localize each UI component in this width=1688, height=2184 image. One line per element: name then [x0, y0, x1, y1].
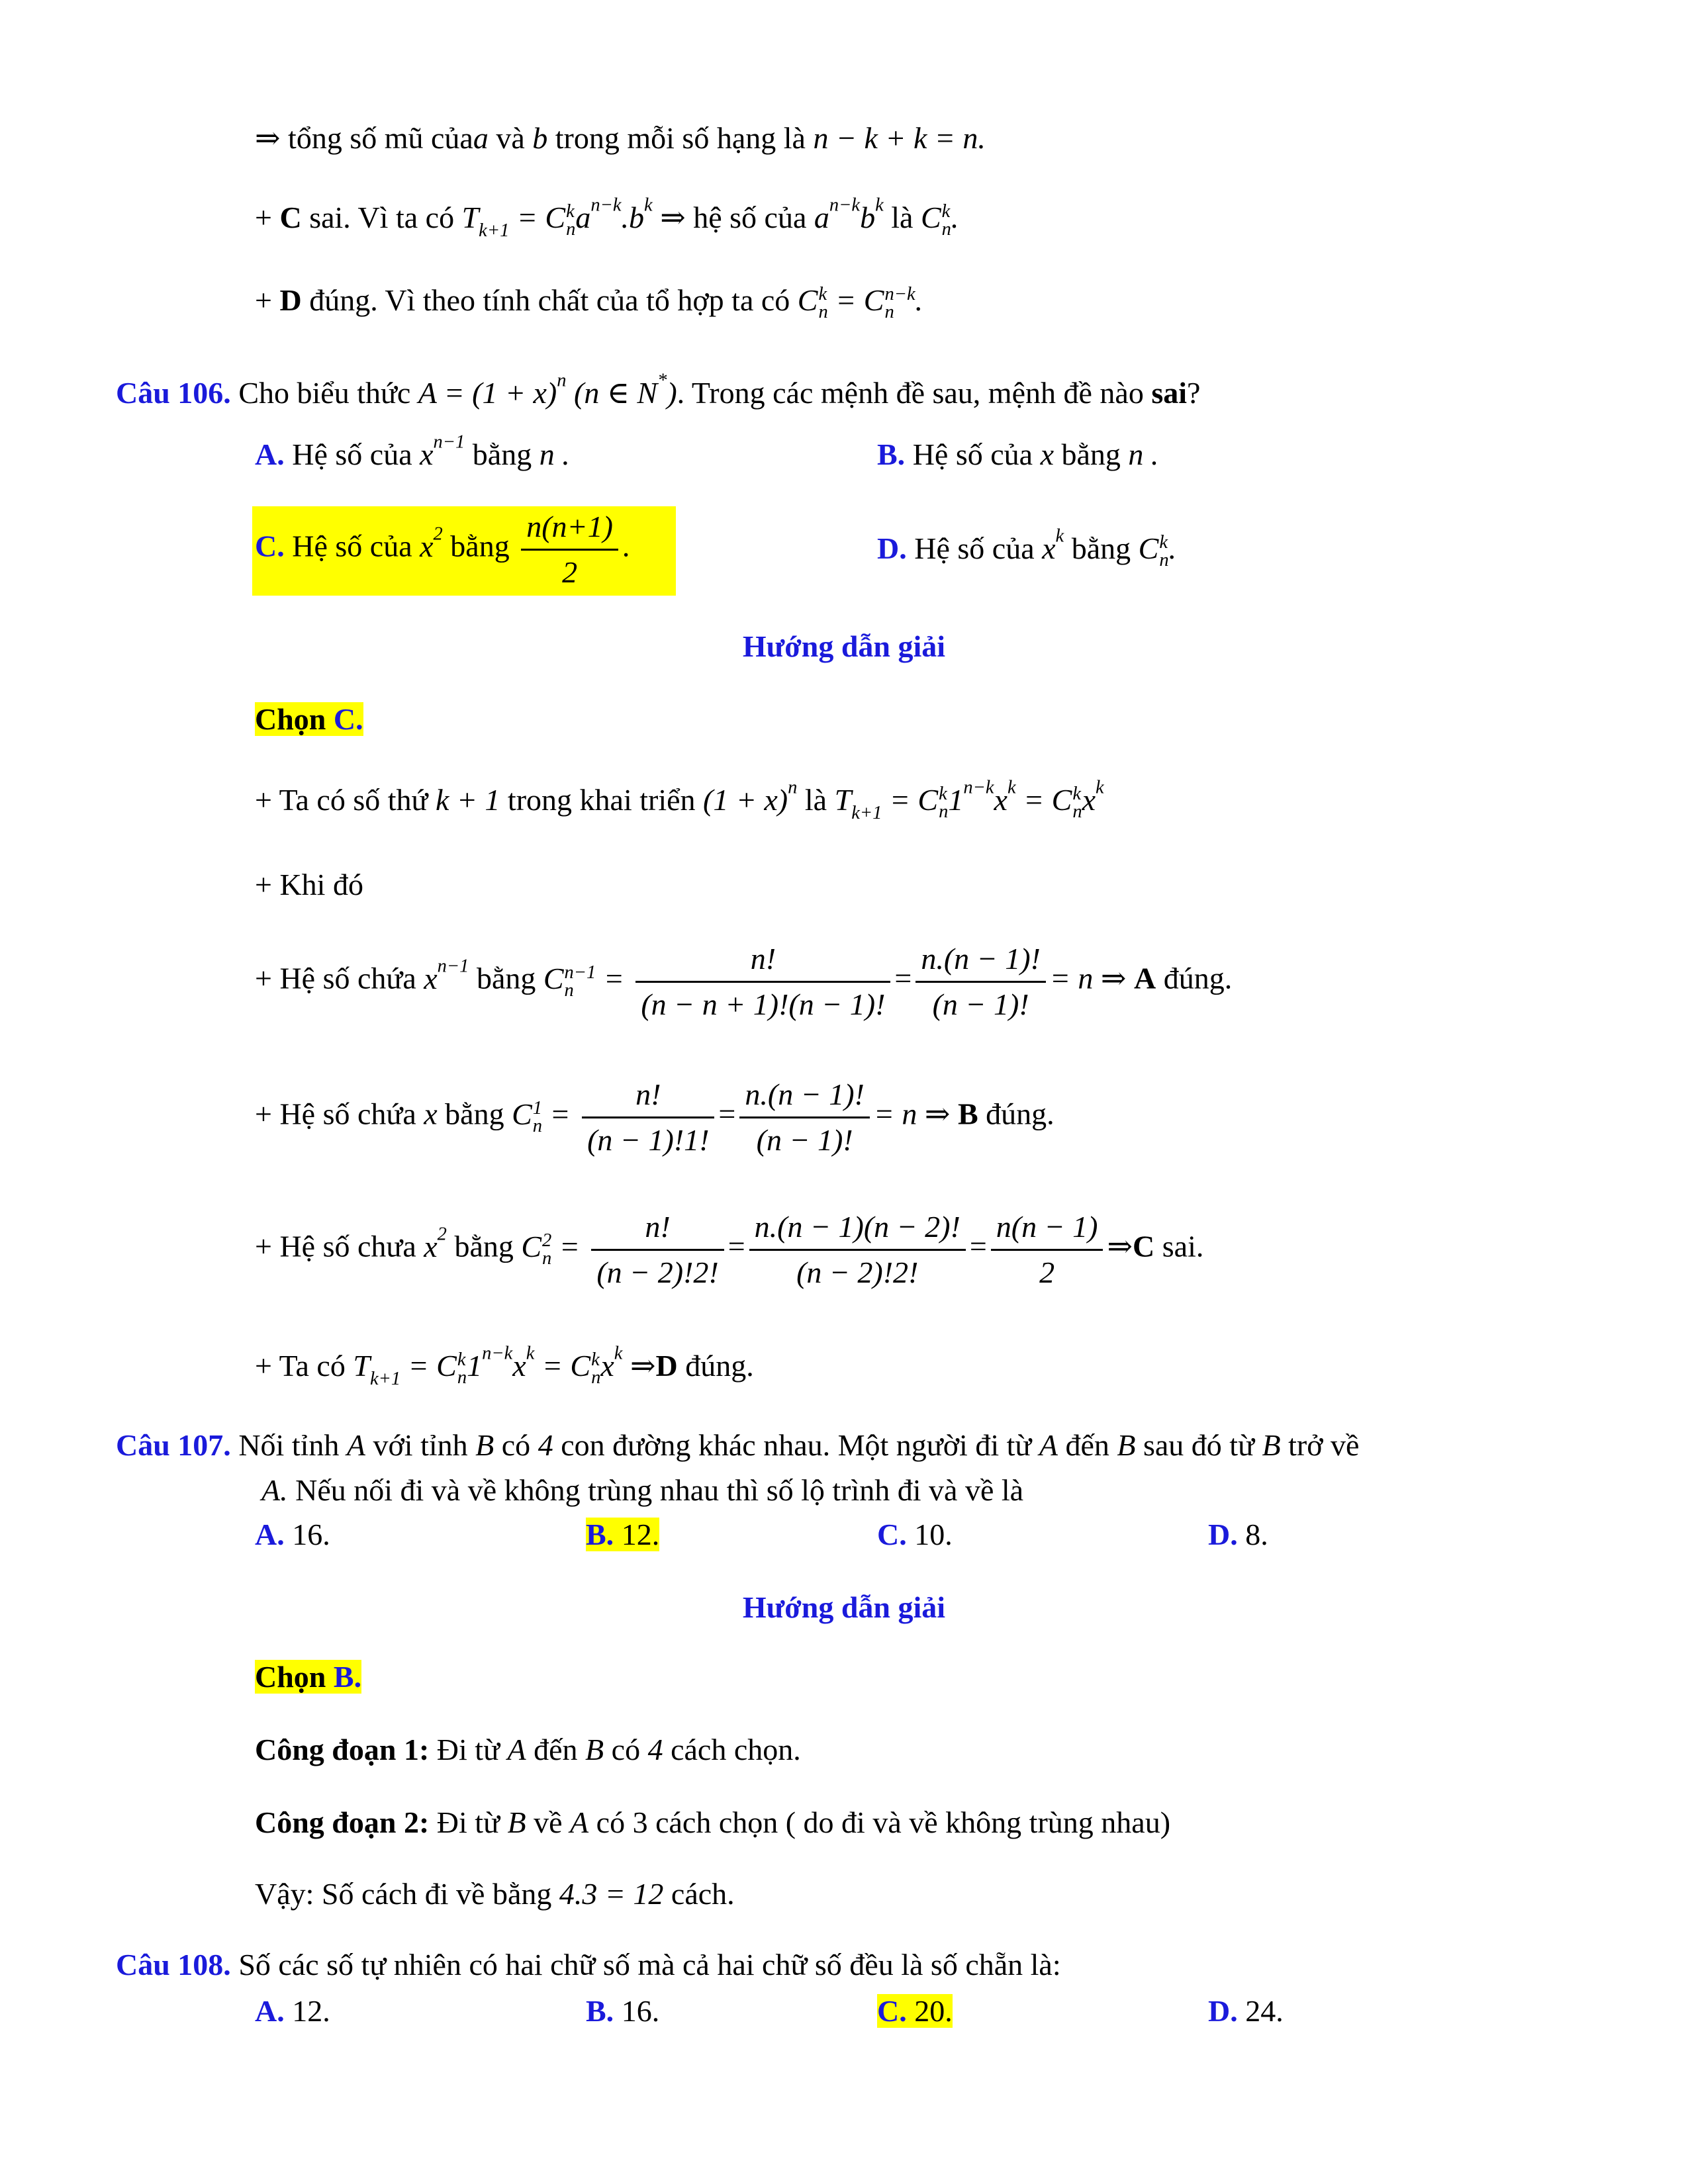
math-expr: $x^2$: [420, 523, 443, 563]
math-expr: $A = (1 + x)^n$ (n ∈ N*): [418, 370, 677, 410]
math-expr: $x^{n-1}$: [420, 432, 465, 471]
sol-107-line-1: Công đoạn 1: Đi từ A đến B có 4 cách chọn.: [255, 1733, 801, 1766]
sol-106-line-1: + Ta có số thứ k + 1 trong khai triển $(1 + x)^n$ là $T_{k+1} = C$ k n $1^{n-k}x^k = C$ k n $x^k$: [255, 777, 1104, 823]
fraction: $\frac{n!}{(n - 1)!1!}$: [582, 1075, 714, 1159]
fraction: $\frac{n.(n - 1)(n - 2)!}{(n - 2)!2!}$: [749, 1208, 966, 1291]
question-106: Câu 106. Cho biểu thức $A = (1 + x)^n$ (n ∈ N*). Trong các mệnh đề sau, mệnh đề nào sai?: [116, 370, 1201, 410]
fraction: $\frac{n(n+1)}{2}$: [521, 508, 618, 591]
math-expr: $T_{k+1} = C$ k n $1^{n-k}x^k = C$ k n $x^k$ ⇒: [353, 1343, 656, 1389]
question-108: Câu 108. Số các số tự nhiên có hai chữ số mà cả hai chữ số đều là số chẵn là:: [116, 1948, 1061, 1981]
math-expr: C n−1 n =: [543, 961, 624, 1001]
option-c-108: C. 20.: [877, 1994, 953, 2028]
sol-106-line-2: + Khi đó: [255, 868, 363, 901]
math-expr: $x^k$: [1042, 525, 1064, 565]
fraction: $\frac{n!}{(n - 2)!2!}$: [591, 1208, 724, 1291]
sol-107-line-3: Vậy: Số cách đi về bằng 4.3 = 12 cách.: [255, 1877, 735, 1911]
option-a-108: A. 12.: [255, 1994, 330, 2028]
fraction: $\frac{n.(n - 1)!}{(n - 1)!}$: [915, 940, 1046, 1023]
math-expr: C 1 n =: [512, 1097, 571, 1136]
math-expr: C k n .: [920, 201, 959, 240]
math-expr: C 2 n =: [521, 1229, 580, 1269]
math-expr: $T_{k+1} = C$ k n $1^{n-k}x^k = C$ k n $x^k$: [834, 777, 1104, 823]
sol-106-line-4: + Hệ số chứa x bằng C 1 n = $\frac{n!}{(n - 1)!1!}$ = $\frac{n.(n - 1)!}{(n - 1)!}$ = n ⇒ B đúng.: [255, 1075, 1055, 1159]
math-expr: $(1 + x)^n$: [703, 777, 798, 817]
math-expr: C k n = C n−k n .: [797, 283, 923, 323]
top-line-3: + D đúng. Vì theo tính chất của tổ hợp ta có C k n = C n−k n .: [255, 283, 923, 323]
math-expr: n .: [1128, 437, 1159, 471]
fraction: $\frac{n!}{(n - n + 1)!(n - 1)!}$: [635, 940, 890, 1023]
solution-heading-106: Hướng dẫn giải: [742, 629, 946, 663]
option-a-107: A. 16.: [255, 1518, 330, 1551]
math-expr: n .: [539, 437, 570, 471]
fraction: $\frac{n.(n - 1)!}{(n - 1)!}$: [739, 1075, 870, 1159]
chon-107: Chọn B.: [255, 1660, 362, 1694]
option-d-108: D. 24.: [1208, 1994, 1284, 2028]
question-107: Câu 107. Nối tỉnh A với tỉnh B có 4 con đường khác nhau. Một người đi từ A đến B sau đó từ B trở về: [116, 1428, 1360, 1462]
option-b-106: B. Hệ số của x bằng n .: [877, 437, 1159, 471]
option-d-107: D. 8.: [1208, 1518, 1268, 1551]
sol-106-line-3: + Hệ số chứa $x^{n-1}$ bằng C n−1 n = $\frac{n!}{(n - n + 1)!(n - 1)!}$ = $\frac{n.(n - 1)!}{(n - 1)!}$ = n ⇒ A đúng.: [255, 940, 1232, 1023]
top-line-2: + C sai. Vì ta có $T_{k+1} = C$ k n $a^{n-k}.b^k$ ⇒ hệ số của $a^{n-k}b^k$ là C k n .: [255, 195, 959, 241]
option-b-107: B. 12.: [586, 1518, 660, 1551]
sol-106-line-6: + Ta có $T_{k+1} = C$ k n $1^{n-k}x^k = C$ k n $x^k$ ⇒D đúng.: [255, 1343, 754, 1389]
option-b-108: B. 16.: [586, 1994, 660, 2028]
question-107-line-2: A. Nếu nối đi và về không trùng nhau thì số lộ trình đi và về là: [261, 1473, 1024, 1507]
top-line-1: ⇒ tổng số mũ củaa và b trong mỗi số hạng là n − k + k = n.: [255, 121, 986, 155]
option-d-106: D. Hệ số của $x^k$ bằng C k n .: [877, 525, 1177, 571]
solution-heading-107: Hướng dẫn giải: [742, 1590, 946, 1624]
sol-106-line-5: + Hệ số chưa $x^2$ bằng C 2 n = $\frac{n!}{(n - 2)!2!}$ = $\frac{n.(n - 1)(n - 2)!}{(n - 2)!2!}$ = $\frac{n(n - 1)}{2}$ ⇒C sai.: [255, 1208, 1203, 1291]
fraction: $\frac{n(n - 1)}{2}$: [991, 1208, 1103, 1291]
option-a-106: A. Hệ số của $x^{n-1}$ bằng n .: [255, 432, 570, 471]
sol-107-line-2: Công đoạn 2: Đi từ B về A có 3 cách chọn ( do đi và về không trùng nhau): [255, 1805, 1171, 1839]
chon-106: Chọn C.: [255, 702, 363, 736]
math-expr: $T_{k+1} = C$ k n $a^{n-k}.b^k$ ⇒: [461, 195, 686, 241]
math-expr: x: [1040, 437, 1054, 471]
option-c-106: C. Hệ số của $x^2$ bằng $\frac{n(n+1)}{2}$ .: [255, 508, 630, 591]
math-expr: C k n .: [1138, 531, 1177, 571]
option-c-107: C. 10.: [877, 1518, 953, 1551]
math-expr: $a^{n-k}b^k$: [814, 195, 884, 234]
